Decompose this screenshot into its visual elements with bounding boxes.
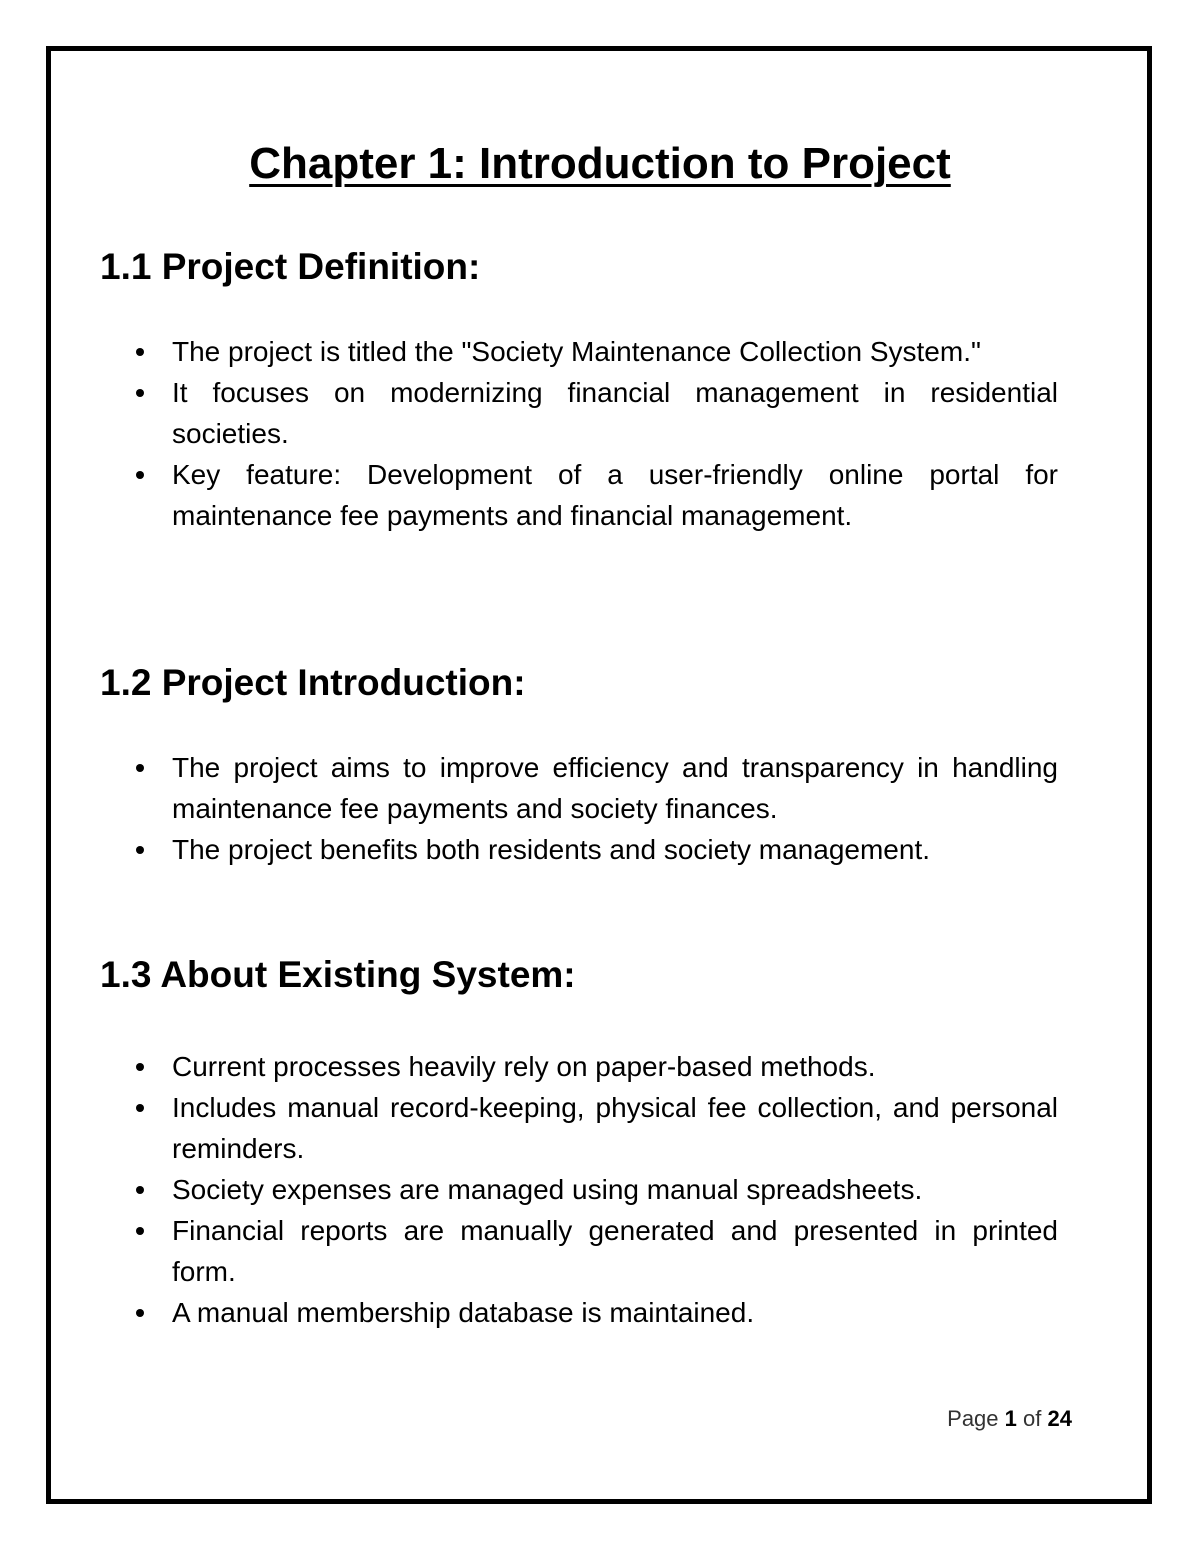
list-item: [100, 372, 1058, 454]
list-item-text: It focuses on modernizing financial management in residential societies.: [172, 377, 1058, 449]
chapter-title: Chapter 1: Introduction to Project: [249, 139, 951, 188]
bullet-icon: [136, 1063, 144, 1071]
section-project-introduction: [100, 660, 1058, 870]
bullet-icon: [136, 348, 144, 356]
list-item: [100, 1210, 1058, 1292]
of-label: of: [1023, 1406, 1042, 1431]
list-item-text: The project aims to improve efficiency and transparency in handling maintenance fee payments and society finances.: [172, 752, 1058, 824]
list-item: [100, 1292, 1058, 1333]
bullet-icon: [136, 1309, 144, 1317]
total-pages: 24: [1047, 1406, 1072, 1431]
list-item: [100, 1087, 1058, 1169]
bullet-icon: [136, 1186, 144, 1194]
section-heading: 1.1 Project Definition:: [100, 246, 481, 287]
bullet-icon: [136, 1227, 144, 1235]
bullet-list: [100, 331, 1058, 536]
section-project-definition: [100, 244, 1058, 536]
list-item-text: Society expenses are managed using manual spreadsheets.: [172, 1174, 923, 1205]
list-item-text: The project benefits both residents and society management.: [172, 834, 930, 865]
section-existing-system: [100, 952, 1058, 1333]
list-item-text: A manual membership database is maintained.: [172, 1297, 755, 1328]
list-item: [100, 454, 1058, 536]
list-item: [100, 331, 1058, 372]
list-item: [100, 747, 1058, 829]
list-item-text: Key feature: Development of a user-friendly online portal for maintenance fee payments and financial management.: [172, 459, 1058, 531]
bullet-icon: [136, 389, 144, 397]
list-item: [100, 1169, 1058, 1210]
list-item-text: Current processes heavily rely on paper-based methods.: [172, 1051, 876, 1082]
bullet-list: [100, 1046, 1058, 1333]
bullet-icon: [136, 1104, 144, 1112]
list-item-text: The project is titled the "Society Maintenance Collection System.": [172, 336, 981, 367]
bullet-list: [100, 747, 1058, 870]
list-item-text: Includes manual record-keeping, physical fee collection, and personal reminders.: [172, 1092, 1058, 1164]
list-item: [100, 829, 1058, 870]
bullet-icon: [136, 764, 144, 772]
section-heading: 1.3 About Existing System:: [100, 954, 576, 995]
page-label: Page: [947, 1406, 999, 1431]
page-number: [947, 1404, 1072, 1434]
list-item: [100, 1046, 1058, 1087]
bullet-icon: [136, 471, 144, 479]
section-heading: 1.2 Project Introduction:: [100, 662, 526, 703]
bullet-icon: [136, 846, 144, 854]
list-item-text: Financial reports are manually generated and presented in printed form.: [172, 1215, 1058, 1287]
current-page: 1: [1004, 1406, 1017, 1431]
